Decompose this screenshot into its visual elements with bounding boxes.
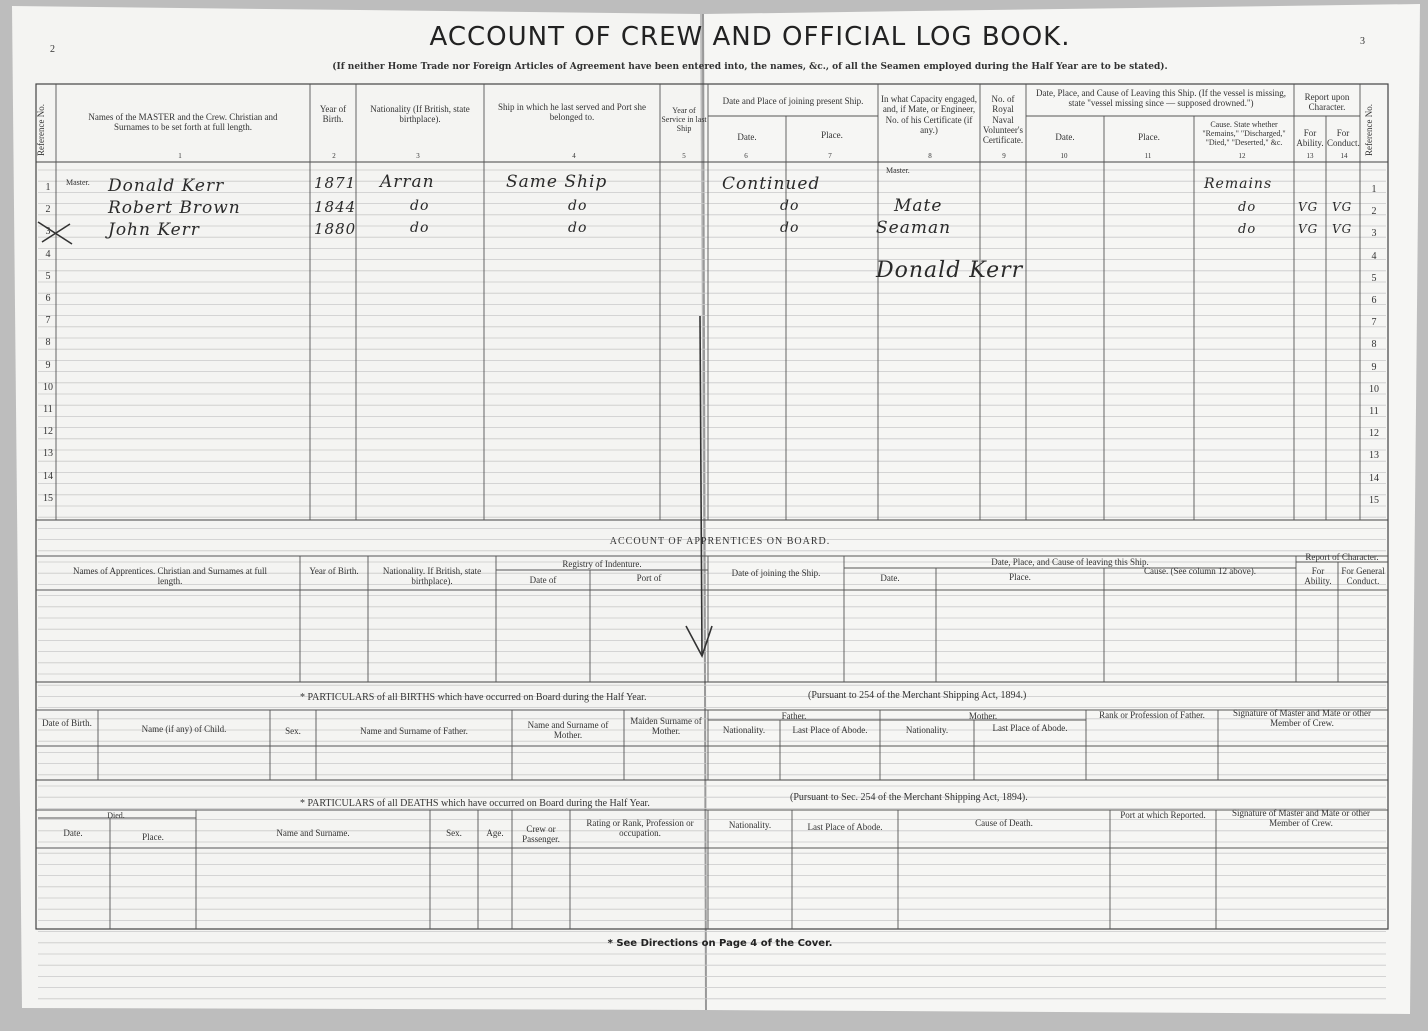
header-ability: For Ability. — [1296, 128, 1324, 149]
births-mother-header: Name and Surname of Mother. — [527, 720, 609, 741]
births-signature-header: Signature of Master and Mate or other Member of Crew. — [1233, 708, 1371, 729]
births-father-group: Father. — [781, 711, 807, 721]
header-cause: Cause. State whether "Remains," "Discharged," "Died," "Deserted," &c. — [1202, 120, 1286, 148]
header-conduct: For Conduct. — [1327, 128, 1360, 149]
crew-capacity: Seaman — [876, 218, 952, 238]
col-number: 5 — [682, 152, 686, 160]
header-leave-place: Place. — [1138, 132, 1160, 142]
deaths-title: * PARTICULARS of all DEATHS which have occurred on Board during the Half Year. — [300, 798, 650, 809]
apprentices-place-header: Place. — [1009, 572, 1031, 582]
header-report: Report upon Character. — [1304, 92, 1350, 113]
row-number-right: 5 — [1371, 272, 1377, 284]
row-number-right: 11 — [1369, 406, 1379, 417]
crew-name: Donald Kerr — [108, 176, 225, 196]
col-number: 7 — [828, 152, 832, 160]
apprentices-date-of-header: Date of — [529, 575, 557, 585]
col-number: 1 — [178, 152, 182, 160]
deaths-act: (Pursuant to Sec. 254 of the Merchant Shipping Act, 1894). — [790, 792, 1028, 803]
deaths-place-header: Place. — [142, 832, 164, 842]
births-mother-group: Mother. — [968, 711, 998, 721]
apprentices-conduct-header: For General Conduct. — [1341, 566, 1385, 587]
row-number-left: 3 — [45, 226, 51, 238]
col-number: 4 — [572, 152, 576, 160]
apprentices-leaving-header: Date, Place, and Cause of leaving this Ship. — [991, 557, 1149, 567]
row-number-left: 14 — [43, 470, 53, 482]
crew-year: 1844 — [314, 198, 357, 216]
apprentices-report-header: Report of Character. — [1305, 552, 1379, 562]
deaths-port-header: Port at which Reported. — [1120, 810, 1206, 820]
deaths-signature-header: Signature of Master and Mate or other Member of Crew. — [1232, 808, 1370, 829]
apprentices-date-header: Date. — [880, 573, 900, 583]
master-label: Master. — [66, 178, 90, 187]
deaths-age-header: Age. — [486, 828, 504, 838]
crew-cause: Remains — [1204, 176, 1273, 192]
header-reference-no: Reference No. — [36, 104, 46, 156]
deaths-date-header: Date. — [63, 828, 83, 838]
apprentices-joining-header: Date of joining the Ship. — [731, 568, 821, 578]
row-number-left: 13 — [43, 448, 53, 460]
header-capacity: In what Capacity engaged, and, if Mate, or Engineer, No. of his Certificate (if any.) — [881, 94, 977, 136]
crew-nationality: do — [410, 198, 430, 214]
col-number: 11 — [1144, 152, 1152, 160]
capacity-master-label: Master. — [886, 166, 910, 175]
crew-name: John Kerr — [108, 220, 200, 240]
header-leaving: Date, Place, and Cause of Leaving this Ship. (If the vessel is missing, state "vessel missing since — supposed drowned.") — [1036, 88, 1286, 109]
deaths-crew-header: Crew or Passenger. — [522, 824, 560, 845]
col-number: 13 — [1306, 152, 1314, 160]
crew-year: 1880 — [314, 220, 357, 238]
row-number-right: 13 — [1369, 450, 1379, 462]
row-number-left: 4 — [45, 248, 51, 260]
row-number-left: 7 — [45, 315, 51, 327]
row-number-left: 8 — [45, 337, 51, 349]
row-number-right: 7 — [1371, 317, 1377, 329]
header-reference-no-right: Reference No. — [1364, 104, 1374, 156]
row-number-right: 8 — [1371, 339, 1377, 351]
header-year-birth: Year of Birth. — [319, 104, 347, 125]
row-number-right: 14 — [1369, 472, 1379, 484]
row-number-left: 2 — [45, 204, 51, 216]
col-number: 8 — [928, 152, 932, 160]
row-number-right: 10 — [1369, 383, 1379, 395]
crew-conduct: VG — [1332, 222, 1353, 236]
header-naval-cert: No. of Royal Naval Volunteer's Certificate. — [982, 94, 1024, 146]
crew-last-ship: do — [568, 220, 588, 236]
page-subtitle: (If neither Home Trade nor Foreign Articles of Agreement have been entered into, the names, &c., of all the Seamen employed during the Half Year are to be stated). — [332, 62, 1168, 72]
row-number-left: 6 — [45, 293, 51, 304]
crew-nationality: Arran — [380, 172, 435, 192]
births-maiden-header: Maiden Surname of Mother. — [630, 716, 702, 737]
row-number-left: 10 — [43, 381, 53, 393]
deaths-died-header: Died. — [107, 811, 125, 820]
births-father-abode: Last Place of Abode. — [792, 725, 868, 735]
apprentices-cause-header: Cause. (See column 12 above). — [1144, 566, 1256, 576]
row-number-left: 11 — [43, 404, 53, 415]
apprentices-registry-header: Registry of Indenture. — [562, 559, 642, 569]
master-signature: Donald Kerr — [876, 258, 1024, 283]
row-number-left: 15 — [43, 492, 53, 504]
col-number: 12 — [1238, 152, 1246, 160]
deaths-sex-header: Sex. — [446, 828, 462, 838]
header-year-service: Year of Service in last Ship — [661, 106, 707, 134]
crew-capacity: Mate — [894, 196, 943, 216]
row-number-right: 12 — [1369, 428, 1379, 440]
deaths-cause-header: Cause of Death. — [975, 818, 1033, 828]
births-father-nationality: Nationality. — [722, 725, 766, 735]
apprentices-port-of-header: Port of — [636, 573, 662, 583]
col-number: 10 — [1060, 152, 1068, 160]
births-child-header: Name (if any) of Child. — [141, 724, 227, 734]
crew-cause: do — [1238, 200, 1257, 215]
row-number-right: 4 — [1371, 250, 1377, 262]
header-names: Names of the MASTER and the Crew. Christian and Surnames to be set forth at full length. — [88, 112, 278, 133]
row-number-right: 1 — [1371, 184, 1377, 195]
col-number: 2 — [332, 152, 336, 160]
crew-last-ship: Same Ship — [506, 172, 608, 192]
deaths-rating-header: Rating or Rank, Profession or occupation. — [586, 818, 694, 839]
col-number: 6 — [744, 152, 748, 160]
crew-cause: do — [1238, 222, 1257, 237]
header-join-place: Place. — [821, 130, 843, 140]
col-number: 3 — [416, 152, 420, 160]
births-date-header: Date of Birth. — [42, 718, 92, 728]
row-number-right: 3 — [1371, 228, 1377, 240]
apprentices-year-header: Year of Birth. — [309, 566, 359, 576]
row-number-right: 2 — [1371, 206, 1377, 218]
col-number: 9 — [1002, 152, 1006, 160]
row-number-left: 12 — [43, 426, 53, 438]
col-number: 14 — [1340, 152, 1348, 160]
crew-conduct: VG — [1332, 200, 1353, 214]
crew-ability: VG — [1298, 222, 1319, 236]
births-father-header: Name and Surname of Father. — [360, 726, 468, 736]
header-nationality: Nationality (If British, state birthplace). — [370, 104, 470, 125]
births-title: * PARTICULARS of all BIRTHS which have occurred on Board during the Half Year. — [300, 692, 647, 703]
page-number-right: 3 — [1360, 36, 1365, 47]
apprentices-ability-header: For Ability. — [1304, 566, 1332, 587]
apprentices-nationality-header: Nationality. If British, state birthplace). — [382, 566, 482, 587]
row-number-left: 9 — [45, 359, 51, 371]
crew-ability: VG — [1298, 200, 1319, 214]
page-title: ACCOUNT OF CREW AND OFFICIAL LOG BOOK. — [429, 22, 1071, 52]
births-act: (Pursuant to 254 of the Merchant Shipping Act, 1894.) — [808, 690, 1027, 701]
footer-note: * See Directions on Page 4 of the Cover. — [607, 938, 833, 949]
crew-joining: Continued — [722, 174, 821, 194]
row-number-left: 5 — [45, 270, 51, 282]
apprentices-title: ACCOUNT OF APPRENTICES ON BOARD. — [609, 536, 831, 547]
births-rank-header: Rank or Profession of Father. — [1099, 710, 1205, 720]
row-number-right: 9 — [1371, 361, 1377, 373]
header-joining: Date and Place of joining present Ship. — [722, 96, 864, 106]
crew-last-ship: do — [568, 198, 588, 214]
deaths-nationality-header: Nationality. — [728, 820, 772, 830]
apprentices-names-header: Names of Apprentices. Christian and Surnames at full length. — [73, 566, 267, 587]
header-last-ship: Ship in which he last served and Port she belonged to. — [498, 102, 646, 123]
header-leave-date: Date. — [1055, 132, 1075, 142]
row-number-left: 1 — [45, 182, 51, 193]
row-number-right: 6 — [1371, 295, 1377, 306]
crew-join-place: do — [780, 198, 800, 214]
row-number-right: 15 — [1369, 494, 1379, 506]
births-mother-abode: Last Place of Abode. — [992, 723, 1068, 733]
births-sex-header: Sex. — [285, 726, 301, 736]
page-number-left: 2 — [50, 44, 55, 55]
deaths-name-header: Name and Surname. — [276, 828, 350, 838]
crew-year: 1871 — [314, 174, 357, 192]
births-mother-nationality: Nationality. — [905, 725, 949, 735]
crew-nationality: do — [410, 220, 430, 236]
crew-name: Robert Brown — [108, 198, 241, 218]
header-join-date: Date. — [737, 132, 757, 142]
deaths-abode-header: Last Place of Abode. — [807, 822, 883, 832]
crew-join-place: do — [780, 220, 800, 236]
